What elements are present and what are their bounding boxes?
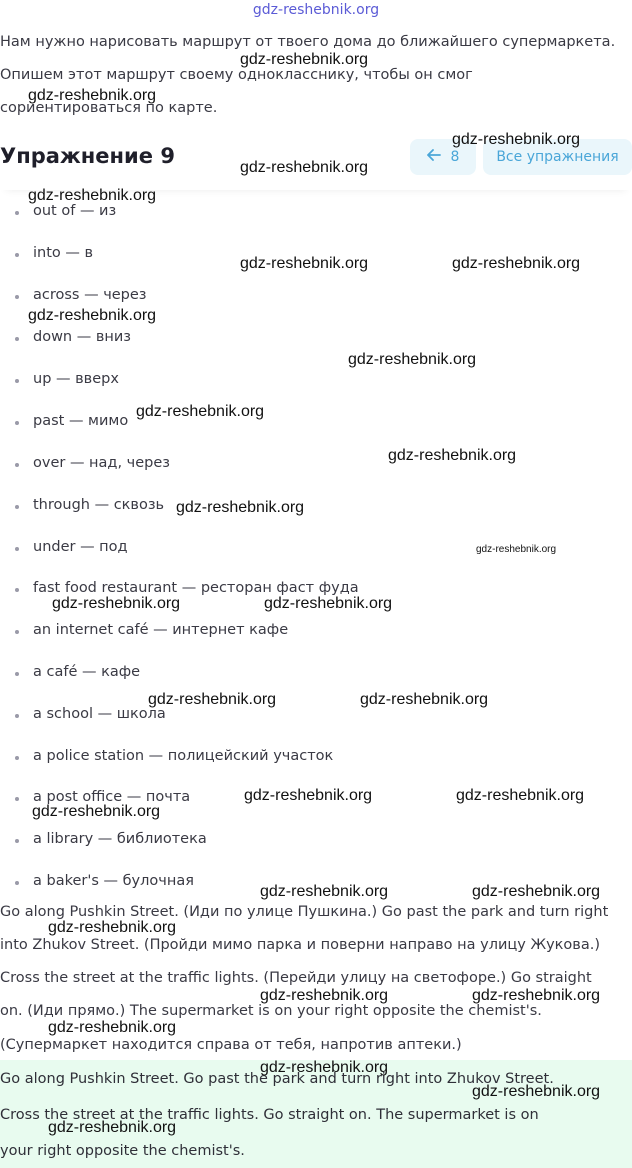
bullet-icon (15, 295, 19, 299)
watermark: gdz-reshebnik.org (260, 1059, 389, 1076)
bullet-icon (15, 337, 19, 341)
bullet-icon (15, 756, 19, 760)
watermark: gdz-reshebnik.org (244, 787, 373, 804)
prev-exercise-label: 8 (450, 149, 460, 165)
watermark: gdz-reshebnik.org (48, 919, 177, 936)
bullet-icon (15, 797, 19, 801)
intro-line: Нам нужно нарисовать маршрут от твоего дома до ближайшего супермаркета. (0, 34, 616, 50)
watermark: gdz-reshebnik.org (28, 87, 157, 104)
bullet-icon (15, 211, 19, 215)
watermark: gdz-reshebnik.org (476, 544, 557, 555)
translation-line: into Zhukov Street. (Пройди мимо парка и поверни направо на улицу Жукова.) (0, 937, 601, 953)
watermark: gdz-reshebnik.org (472, 1083, 601, 1100)
watermark: gdz-reshebnik.org (472, 987, 601, 1004)
bullet-icon (15, 588, 19, 592)
site-url[interactable]: gdz-reshebnik.org (252, 2, 380, 18)
watermark: gdz-reshebnik.org (260, 883, 389, 900)
bullet-icon (15, 547, 19, 551)
translation-line: (Супермаркет находится справа от тебя, напротив аптеки.) (0, 1037, 462, 1053)
intro-line: сориентироваться по карте. (0, 100, 218, 116)
watermark: gdz-reshebnik.org (456, 787, 585, 804)
bullet-icon (15, 714, 19, 718)
watermark: gdz-reshebnik.org (452, 255, 581, 272)
watermark: gdz-reshebnik.org (360, 691, 489, 708)
watermark: gdz-reshebnik.org (240, 159, 369, 176)
all-exercises-button[interactable]: Все упражнения (483, 139, 632, 175)
translation-line: Cross the street at the traffic lights. (Перейди улицу на светофоре.) Go straight (0, 970, 592, 986)
watermark: gdz-reshebnik.org (148, 691, 277, 708)
watermark: gdz-reshebnik.org (136, 403, 265, 420)
translation-line: Go along Pushkin Street. (Иди по улице Пушкина.) Go past the park and turn right (0, 904, 609, 920)
watermark: gdz-reshebnik.org (48, 1119, 177, 1136)
watermark: gdz-reshebnik.org (452, 131, 581, 148)
watermark: gdz-reshebnik.org (240, 255, 369, 272)
answer-line: Go along Pushkin Street. Go past the park and turn right into Zhukov Street. (0, 1071, 554, 1087)
arrow-left-icon (427, 149, 441, 165)
answer-line: your right opposite the chemist's. (0, 1143, 245, 1159)
bullet-icon (15, 505, 19, 509)
watermark: gdz-reshebnik.org (264, 595, 393, 612)
watermark: gdz-reshebnik.org (472, 883, 601, 900)
bullet-icon (15, 630, 19, 634)
translation-line: on. (Иди прямо.) The supermarket is on your right opposite the chemist's. (0, 1003, 542, 1019)
watermark: gdz-reshebnik.org (32, 803, 161, 820)
watermark: gdz-reshebnik.org (52, 595, 181, 612)
watermark: gdz-reshebnik.org (260, 987, 389, 1004)
watermark: gdz-reshebnik.org (240, 51, 369, 68)
bullet-icon (15, 463, 19, 467)
bullet-icon (15, 881, 19, 885)
bullet-icon (15, 379, 19, 383)
bullet-icon (15, 672, 19, 676)
bullet-icon (15, 839, 19, 843)
watermark: gdz-reshebnik.org (28, 307, 157, 324)
watermark: gdz-reshebnik.org (48, 1019, 177, 1036)
bullet-icon (15, 421, 19, 425)
watermark: gdz-reshebnik.org (388, 447, 517, 464)
watermark: gdz-reshebnik.org (176, 499, 305, 516)
watermark: gdz-reshebnik.org (28, 187, 157, 204)
bullet-icon (15, 253, 19, 257)
watermark: gdz-reshebnik.org (348, 351, 477, 368)
exercise-title: Упражнение 9 (0, 144, 175, 168)
answer-line: Cross the street at the traffic lights. Go straight on. The supermarket is on (0, 1107, 539, 1123)
intro-line: Опишем этот маршрут своему однокласснику, чтобы он смог (0, 67, 473, 83)
